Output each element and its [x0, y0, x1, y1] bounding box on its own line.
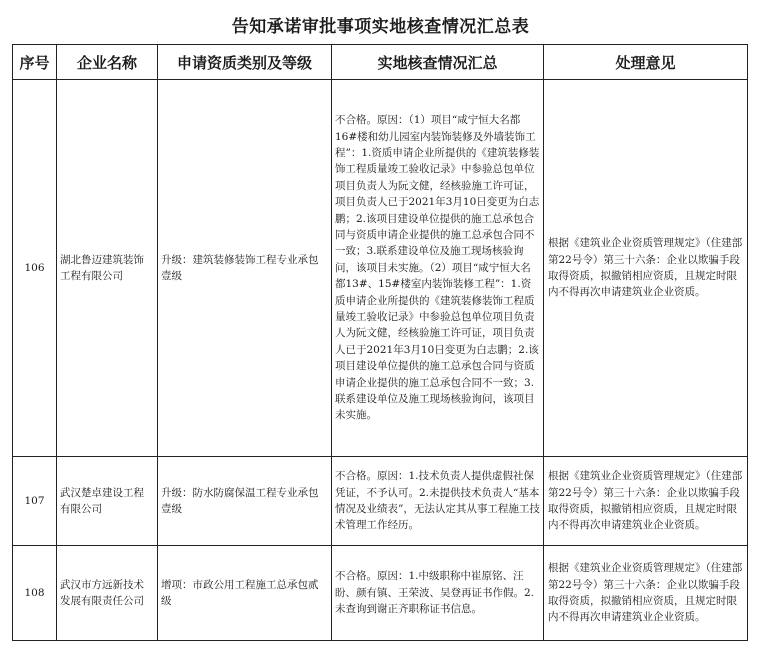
qualification-category: 增项：市政公用工程施工总承包贰级	[158, 546, 332, 641]
header-category: 申请资质类别及等级	[158, 45, 332, 80]
handling-opinion: 根据《建筑业企业资质管理规定》（住建部第22号令）第三十六条：企业以欺骗手段取得资质，拟撤销相应资质，且规定时限内不得再次申请建筑业企业资质。	[544, 80, 748, 457]
company-name: 武汉楚卓建设工程有限公司	[57, 457, 158, 546]
handling-opinion: 根据《建筑业企业资质管理规定》（住建部第22号令）第三十六条：企业以欺骗手段取得资质，拟撤销相应资质，且规定时限内不得再次申请建筑业企业资质。	[544, 457, 748, 546]
qualification-category: 升级：建筑装修装饰工程专业承包壹级	[158, 80, 332, 457]
company-name: 湖北鲁迈建筑装饰工程有限公司	[57, 80, 158, 457]
table-row	[13, 457, 748, 546]
inspection-summary: 不合格。原因：（1）项目“咸宁恒大名都16#楼和幼儿园室内装饰装修及外墙装饰工程”：1.资质申请企业所提供的《建筑装修装饰工程质量竣工验收记录》中参验总包单位项目负责人为阮文健，经核验施工许可证，项目负责人已于2021年3月10日变更为白志鹏；2.该项目建设单位提供的施工总承包合同与资质申请企业提供的施工总承包合同不一致；3.联系建设单位及施工现场核验询问，该项目未实施。（2）项目“咸宁恒大名都13#、15#楼室内装饰装修工程”：1.资质申请企业所提供的《建筑装修装饰工程质量竣工验收记录》中参验总包单位项目负责人为阮文健，经核验施工许可证，项目负责人已于2021年3月10日变更为白志鹏；2.该项目建设单位提供的施工总承包合同与资质申请企业提供的施工总承包合同不一致；3.联系建设单位及施工现场核验询问，该项目未实施。	[332, 80, 544, 457]
inspection-summary: 不合格。原因：1.中级职称中崔原铭、汪盼、颜有镇、王荣波、吴登再证书作假。2.未查询到谢正齐职称证书信息。	[332, 546, 544, 641]
header-number: 序号	[13, 45, 57, 80]
verification-table	[12, 44, 748, 641]
row-number: 108	[13, 546, 57, 641]
handling-opinion: 根据《建筑业企业资质管理规定》（住建部第22号令）第三十六条：企业以欺骗手段取得资质，拟撤销相应资质，且规定时限内不得再次申请建筑业企业资质。	[544, 546, 748, 641]
table-header-row	[13, 45, 748, 80]
qualification-category: 升级：防水防腐保温工程专业承包壹级	[158, 457, 332, 546]
inspection-summary: 不合格。原因：1.技术负责人提供虚假社保凭证，不予认可。2.未提供技术负责人“基本情况及业绩表”，无法认定其从事工程施工技术管理工作经历。	[332, 457, 544, 546]
company-name: 武汉市方远新技术发展有限责任公司	[57, 546, 158, 641]
header-company: 企业名称	[57, 45, 158, 80]
header-opinion: 处理意见	[544, 45, 748, 80]
row-number: 107	[13, 457, 57, 546]
header-summary: 实地核查情况汇总	[332, 45, 544, 80]
page-title: 告知承诺审批事项实地核查情况汇总表	[231, 17, 530, 37]
table-row	[13, 546, 748, 641]
table-row	[13, 80, 748, 457]
row-number: 106	[13, 80, 57, 457]
